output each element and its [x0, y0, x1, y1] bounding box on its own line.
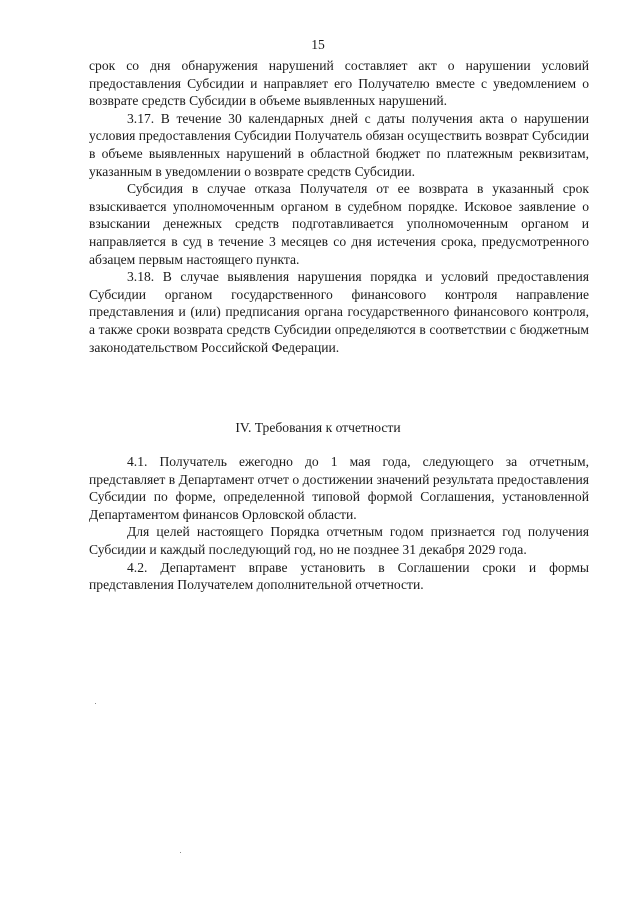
paragraph-continuation: срок со дня обнаружения нарушений составляет акт о нарушении условий предоставления Субсидии и направляет его Получателю вместе с уведомлением о возврате средств Субсидии в объеме выявленных нарушений. — [89, 58, 589, 109]
section-top-text — [89, 57, 589, 356]
section-heading: IV. Требования к отчетности — [235, 420, 401, 435]
section-bottom-text — [89, 453, 589, 594]
paragraph-4-2: 4.2. Департамент вправе установить в Соглашении сроки и формы представления Получателем дополнительной отчетности. — [89, 559, 589, 593]
scan-speck — [180, 852, 181, 853]
paragraph-3-18: 3.18. В случае выявления нарушения порядка и условий предоставления Субсидии органом государственного финансового контроля направление представления и (или) предписания органа государственного финансового контроля, а также сроки возврата средств Субсидии определяются в соответствии с бюджетным законодательством Российской Федерации. — [89, 269, 589, 355]
paragraph-reporting-year: Для целей настоящего Порядка отчетным годом признается год получения Субсидии и каждый последующий год, но не позднее 31 декабря 2029 года. — [89, 524, 589, 557]
paragraph-4-1: 4.1. Получатель ежегодно до 1 мая года, следующего за отчетным, представляет в Департамент отчет о достижении значений результата предоставления Субсидии по форме, определенной типовой формой Соглашения, установленной Департаментом финансов Орловской области. — [89, 454, 589, 522]
paragraph-3-17-recovery: Субсидия в случае отказа Получателя от ее возврата в указанный срок взыскивается уполномоченным органом в судебном порядке. Исковое заявление о взыскании денежных средств подготавливается уполномоченным органом и направляется в суд в течение 3 месяцев со дня истечения срока, предусмотренного абзацем первым настоящего пункта. — [89, 181, 589, 267]
scan-speck — [95, 703, 96, 704]
paragraph-3-17: 3.17. В течение 30 календарных дней с даты получения акта о нарушении условия предоставления Субсидии Получатель обязан осуществить возврат Субсидии в объеме выявленных нарушений в областной бюджет по платежным реквизитам, указанным в уведомлении о возврате средств Субсидии. — [89, 110, 589, 179]
page-number: 15 — [311, 37, 325, 52]
